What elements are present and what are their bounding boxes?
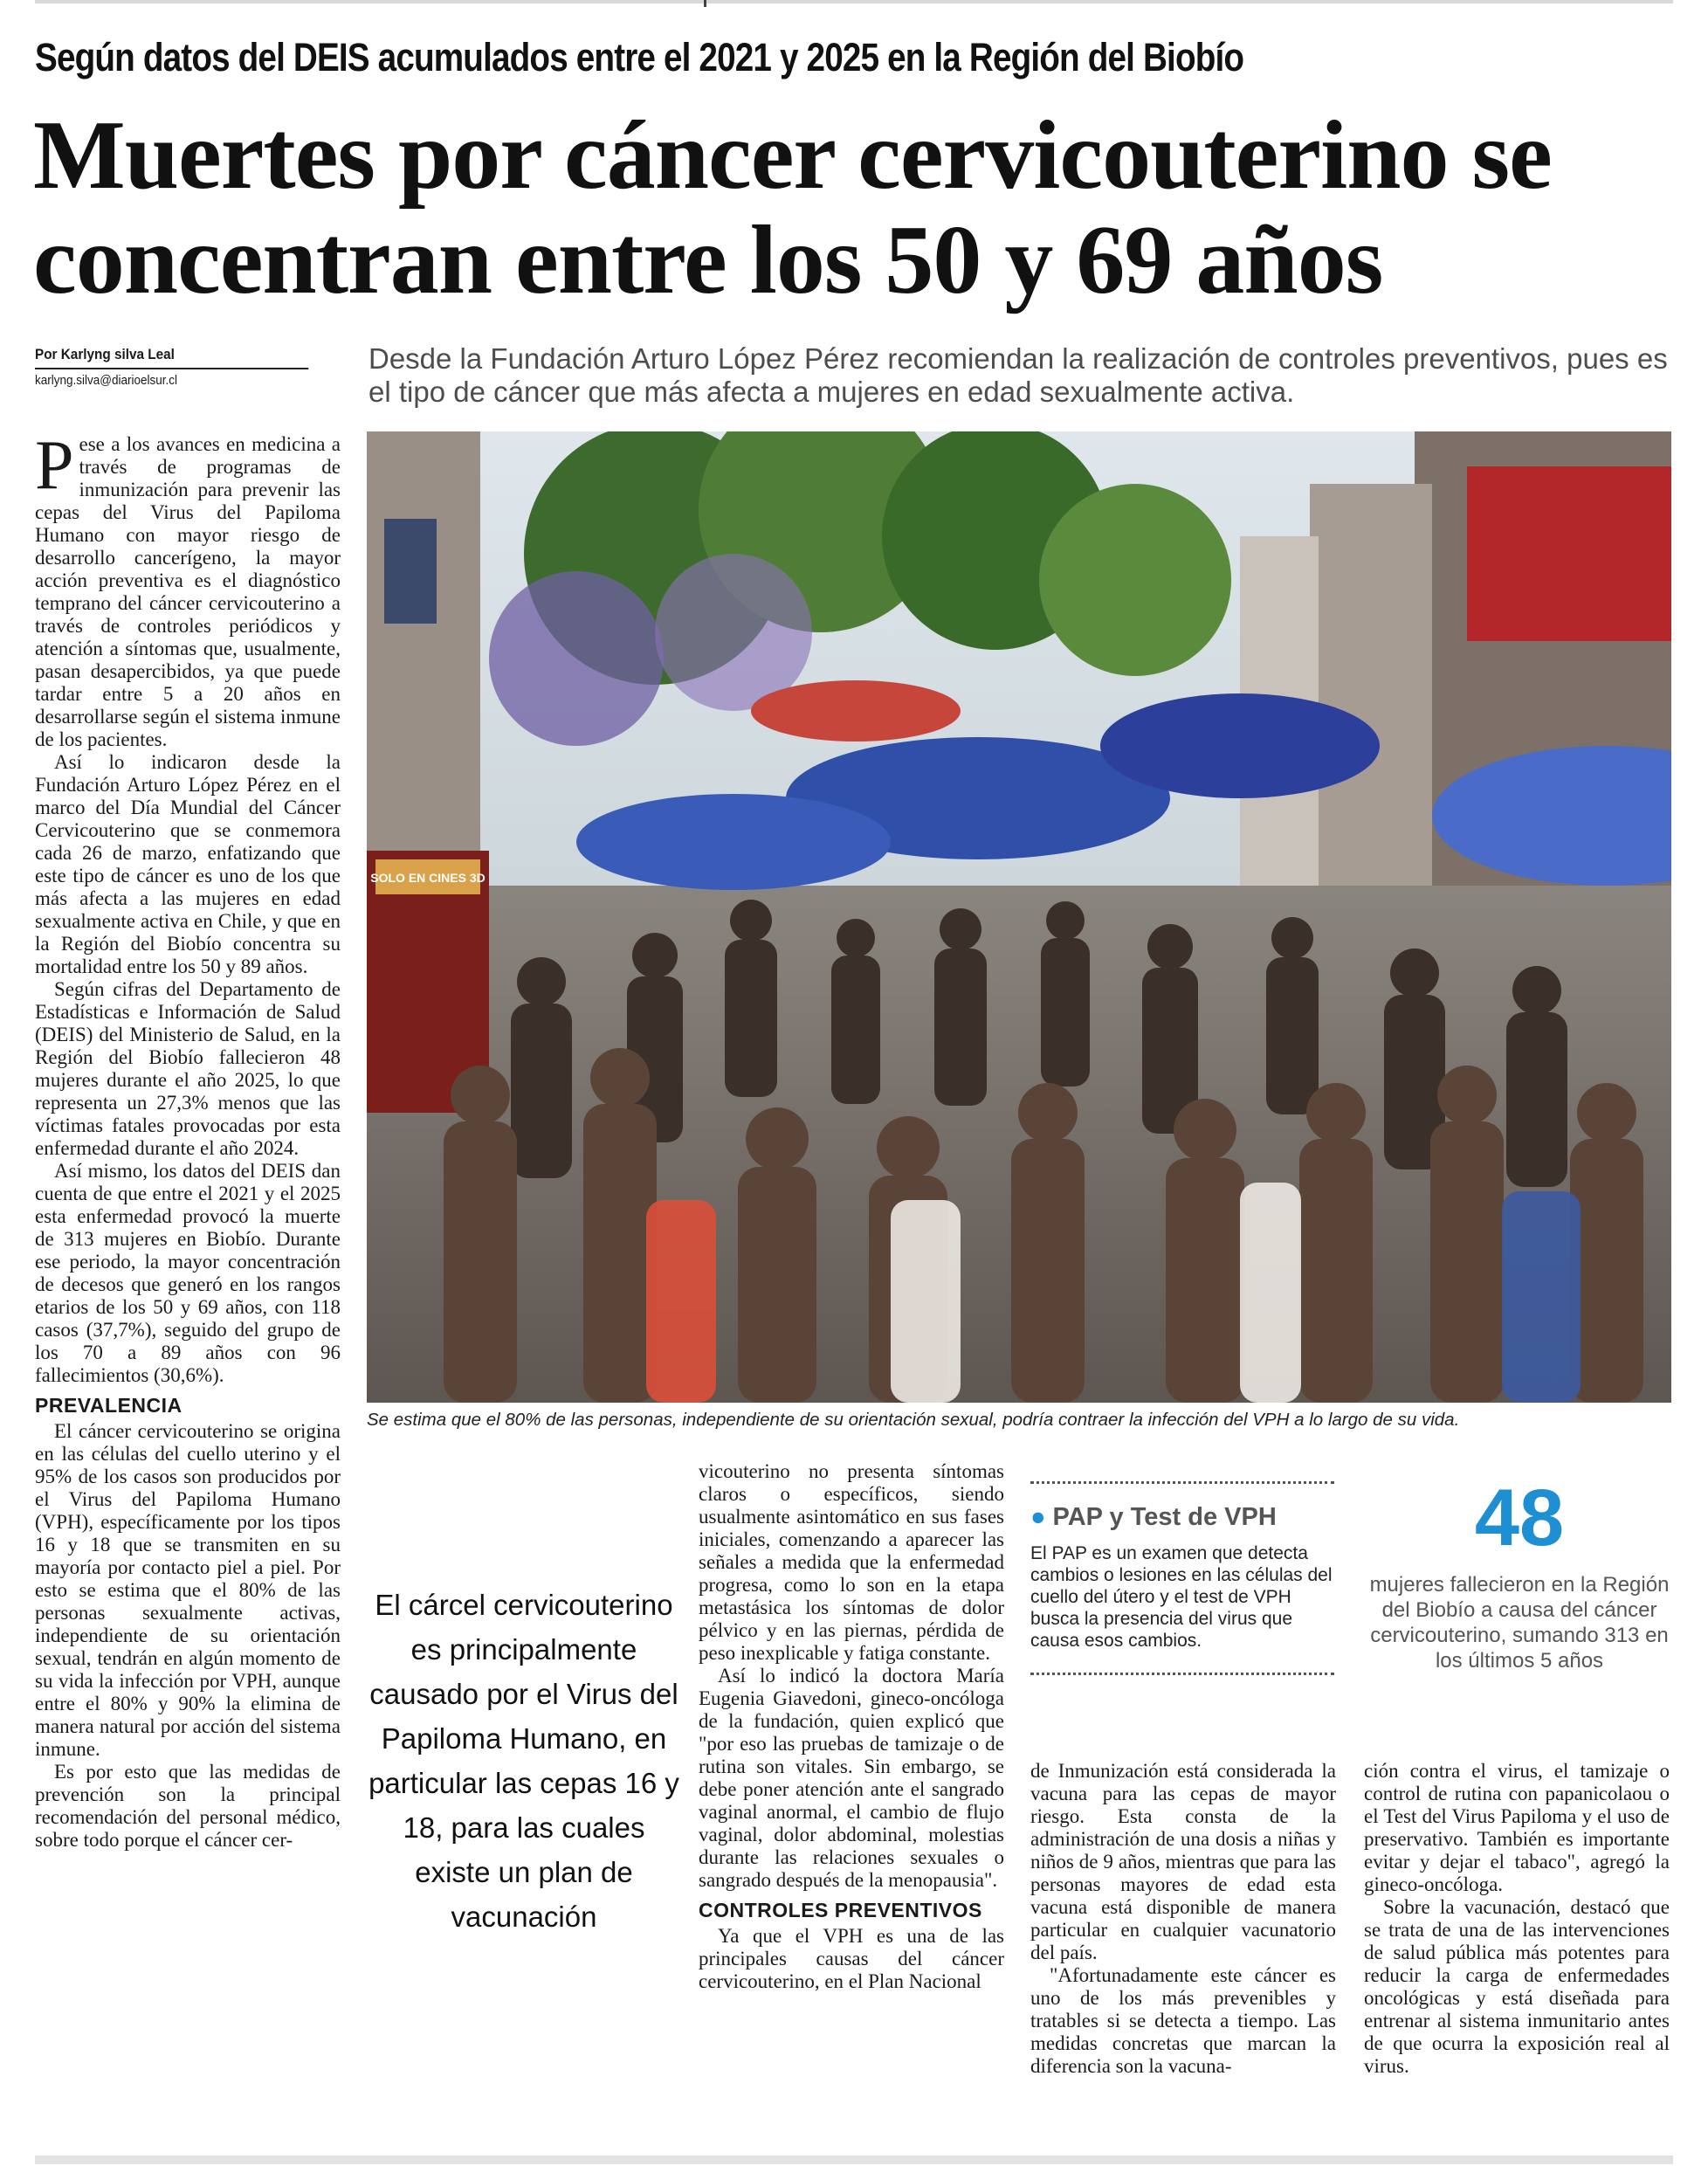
info-box-body: El PAP es un examen que detecta cambios o lesiones en las células del cuello del útero y el test de VPH busca la presencia del virus que causa esos cambios.: [1030, 1543, 1333, 1651]
paragraph: Así lo indicó la doctora María Eugenia Giavedoni, gineco-oncóloga de la fundación, quien explicó que "por eso las pruebas de tamizaje o de rutina son vitales. Sin embargo, se debe poner atención ante el sangrado vaginal anormal, el cambio de flujo vaginal, dolor abdominal, molestias durante las relaciones sexuales o sangrado después de la menopausia".: [699, 1665, 1004, 1891]
author-name: Por Karlyng silva Leal: [35, 346, 308, 369]
top-rule: [35, 0, 1673, 3]
photo-caption: Se estima que el 80% de las personas, independiente de su orientación sexual, podría contraer la infección del VPH a lo largo de su vida.: [367, 1410, 1460, 1430]
article-headline: [33, 103, 1675, 313]
paragraph: vicouterino no presenta síntomas claros o específicos, siendo usualmente asintomático en sus fases iniciales, comenzando a aparecer las señales a medida que la enfermedad progresa, como lo son en la etapa metastásica los síntomas de dolor pélvico y en las piernas, pérdida de peso inexplicable y fatiga constante.: [699, 1460, 1004, 1664]
paragraph: El cáncer cervicouterino se origina en las células del cuello uterino y el 95% de los casos son producidos por el Virus del Papiloma Humano (VPH), específicamente por los tipos 16 y 18 que se transmiten en su mayoría por contacto piel a piel. Por esto se estima que el 80% de las personas sexualmente activas, independiente de su orientación sexual, tendrán en algún momento de su vida la infección por VPH, aunque entre el 80% y 90% la elimina de manera natural por acción del sistema inmune.: [35, 1420, 341, 1760]
paragraph: "Afortunadamente este cáncer es uno de los más prevenibles y tratables si se detecta a tiempo. Las medidas concretas que marcan la diferencia son la vacuna-: [1030, 1964, 1336, 2077]
body-column-3: [1030, 1760, 1336, 2078]
dotted-divider: [1030, 1673, 1334, 1675]
paragraph: Sobre la vacunación, destacó que se trata de una de las intervenciones de salud pública más potentes para reducir la carga de enfermedades oncológicas y está diseñada para entrenar al sistema inmunitario antes de que ocurra la exposición real al virus.: [1364, 1896, 1670, 2077]
paragraph: ción contra el virus, el tamizaje o control de rutina con papanicolaou o el Test del Virus Papiloma y el uso de preservativo. También es importante evitar y dejar el tabaco", agregó la gineco-oncóloga.: [1364, 1760, 1670, 1895]
bullet-icon: ●: [1030, 1503, 1046, 1531]
headline-line-2: concentran entre los 50 y 69 años: [33, 206, 1383, 314]
author-email: karlyng.silva@diarioelsur.cl: [35, 373, 178, 388]
bottom-rule: [35, 2156, 1673, 2164]
paragraph: de Inmunización está considerada la vacuna para las cepas de mayor riesgo. Esta consta de la administración de una dosis a niñas y niños de 9 años, mientras que para las personas mayores de edad esta vacuna está disponible de manera particular en cualquier vacunatorio del país.: [1030, 1760, 1336, 1963]
subhead-prevalencia: PREVALENCIA: [35, 1394, 183, 1417]
info-box-pap: [1030, 1481, 1334, 1675]
subhead-controles-preventivos: CONTROLES PREVENTIVOS: [699, 1899, 982, 1921]
fact-number: 48: [1474, 1473, 1565, 1562]
paragraph: Es por esto que las medidas de prevención son la principal recomendación del personal médico, sobre todo porque el cáncer cer-: [35, 1761, 341, 1851]
paragraph: Pese a los avances en medicina a través de programas de inmunización para prevenir las cepas del Virus del Papiloma Humano con mayor riesgo de desarrollo cancerígeno, la mayor acción preventiva es el diagnóstico temprano del cáncer cervicouterino a través de controles periódicos y atención a síntomas que, usualmente, pasan desapercibidos, ya que puede tardar entre 5 a 20 años en desarrollarse según el sistema inmune de los pacientes.: [35, 427, 341, 750]
fact-box: [1362, 1473, 1677, 1673]
body-column-4: [1364, 1760, 1670, 2078]
article-kicker: Según datos del DEIS acumulados entre el 2021 y 2025 en la Región del Biobío: [35, 35, 1244, 79]
photo-sign-text: SOLO EN CINES 3D: [370, 871, 486, 885]
info-box-title: ● PAP y Test de VPH: [1030, 1503, 1277, 1531]
fact-text: mujeres fallecieron en la Región del Biobío a causa del cáncer cervicouterino, sumando 313 en los últimos 5 años: [1369, 1573, 1670, 1673]
top-tick: [704, 0, 706, 7]
body-column-2: [699, 1460, 1004, 1993]
body-column-1: [35, 427, 341, 1852]
paragraph: Así lo indicaron desde la Fundación Arturo López Pérez en el marco del Día Mundial del Cáncer Cervicouterino que se conmemora cada 26 de marzo, enfatizando que este tipo de cáncer es uno de los que más afecta a las mujeres en edad sexualmente activa en Chile, y que en la Región del Biobío concentra su mortalidad entre los 50 y 89 años.: [35, 751, 341, 977]
paragraph: Ya que el VPH es una de las principales causas del cáncer cervicouterino, en el Plan Nacional: [699, 1925, 1004, 1992]
pull-quote: El cárcel cervicouterino es principalmente causado por el Virus del Papiloma Humano, en particular las cepas 16 y 18, para las cuales existe un plan de vacunación: [368, 1589, 679, 1933]
byline: [35, 346, 339, 388]
paragraph: Así mismo, los datos del DEIS dan cuenta de que entre el 2021 y el 2025 esta enfermedad provocó la muerte de 313 mujeres en Biobío. Durante ese periodo, la mayor concentración de decesos que generó en los rangos etarios de los 50 y 69 años, con 118 casos (37,7%), seguido del grupo de los 70 a 89 años con 96 fallecimientos (30,6%).: [35, 1160, 341, 1386]
drop-cap: P: [35, 427, 74, 504]
article-deck: Desde la Fundación Arturo López Pérez recomiendan la realización de controles preventivos, pues es el tipo de cáncer que más afecta a mujeres en edad sexualmente activa.: [368, 342, 1668, 408]
dotted-divider: [1030, 1481, 1334, 1484]
paragraph: Según cifras del Departamento de Estadísticas e Información de Salud (DEIS) del Ministerio de Salud, en la Región del Biobío fallecieron 48 mujeres durante el año 2025, lo que representa un 27,3% menos que las víctimas fatales provocadas por esta enfermedad durante el año 2024.: [35, 978, 341, 1159]
headline-line-1: Muertes por cáncer cervicouterino se: [33, 101, 1552, 210]
street-crowd-photo: [367, 431, 1671, 1403]
